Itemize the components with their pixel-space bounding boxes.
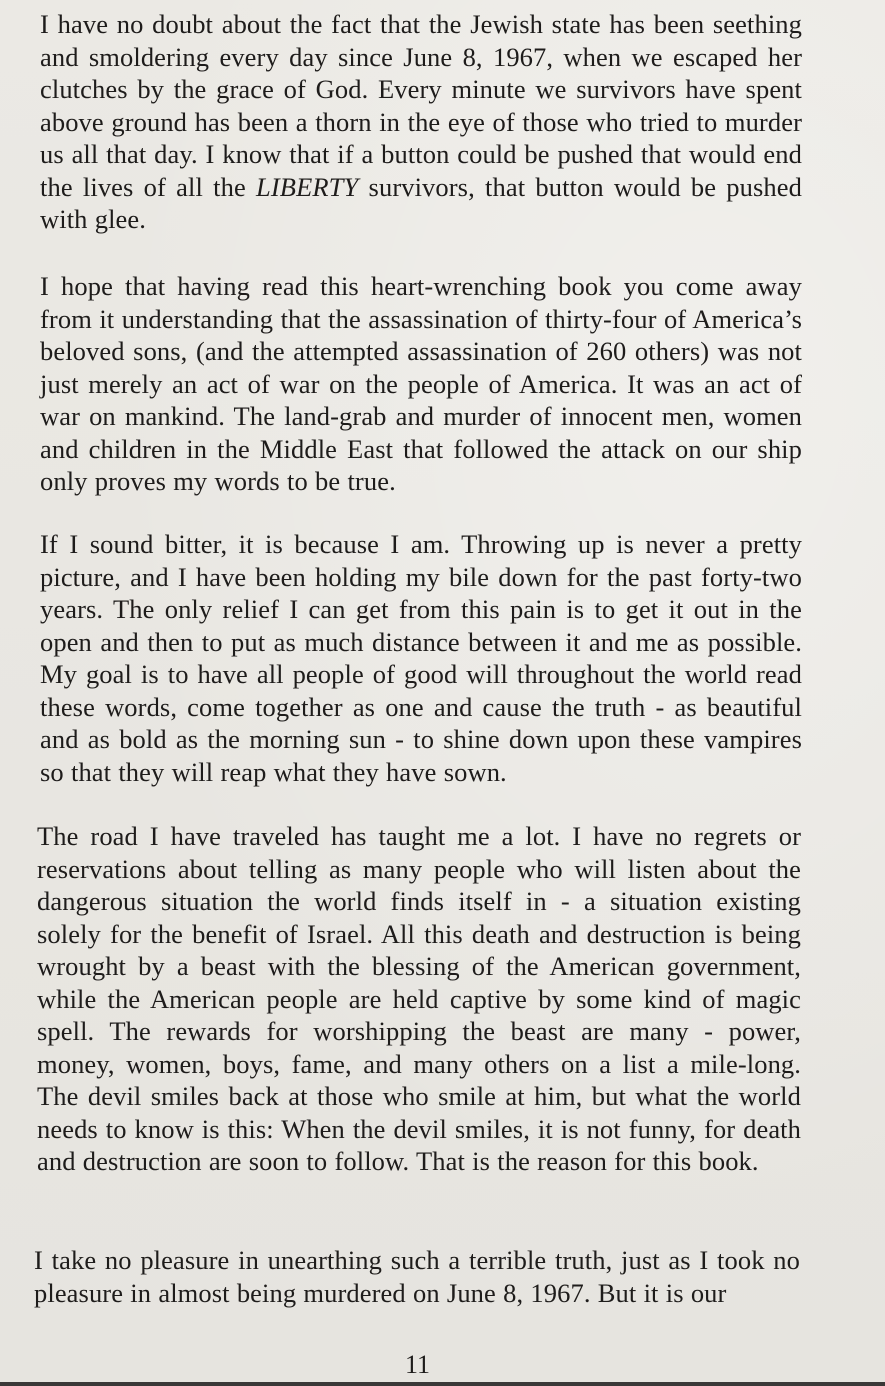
- page-bottom-edge: [0, 1382, 885, 1386]
- paragraph-3: If I sound bitter, it is because I am. Throwing up is never a pretty picture, and I have been holding my bile down for the past forty-two years. The only relief I can get from this pain is to get it out in the open and then to put as much distance between it and me as possible. My goal is to have all people of good will throughout the world read these words, come together as one and cause the truth - as beautiful and as bold as the morning sun - to shine down upon these vampires so that they will reap what they have sown.: [40, 529, 802, 787]
- paragraph-2: I hope that having read this heart-wrenching book you come away from it understanding that the assassination of thirty-four of America’s beloved sons, (and the attempted assassination of 260 others) was not just merely an act of war on the people of America. It was an act of war on mankind. The land-grab and murder of innocent men, women and children in the Middle East that followed the attack on our ship only proves my words to be true.: [40, 271, 802, 496]
- paragraph-4: The road I have traveled has taught me a lot. I have no regrets or reservations about telling as many people who will listen about the dangerous situation the world finds itself in - a situation existing solely for the benefit of Israel. All this death and destruction is being wrought by a beast with the blessing of the American government, while the American people are held captive by some kind of magic spell. The rewards for worshipping the beast are many - power, money, women, boys, fame, and many others on a list a mile-long. The devil smiles back at those who smile at him, but what the world needs to know is this: When the devil smiles, it is not funny, for death and destruction are soon to follow. That is the reason for this book.: [37, 821, 801, 1176]
- page-number: 11: [404, 1350, 431, 1379]
- paragraph-1: [40, 8, 802, 236]
- paragraph-1-text-after: survivors, that button would be pushed with glee.: [40, 171, 802, 234]
- ship-name-emphasis: LIBERTY: [256, 171, 359, 202]
- paragraph-5: I take no pleasure in unearthing such a terrible truth, just as I took no pleasure in almost being murdered on June 8, 1967. But it is our: [34, 1245, 800, 1308]
- paragraph-1-text-before: I have no doubt about the fact that the Jewish state has been seething and smoldering every day since June 8, 1967, when we escaped her clutches by the grace of God. Every minute we survivors have spent above ground has been a thorn in the eye of those who tried to murder us all that day. I know that if a button could be pushed that would end the lives of all the: [40, 9, 802, 202]
